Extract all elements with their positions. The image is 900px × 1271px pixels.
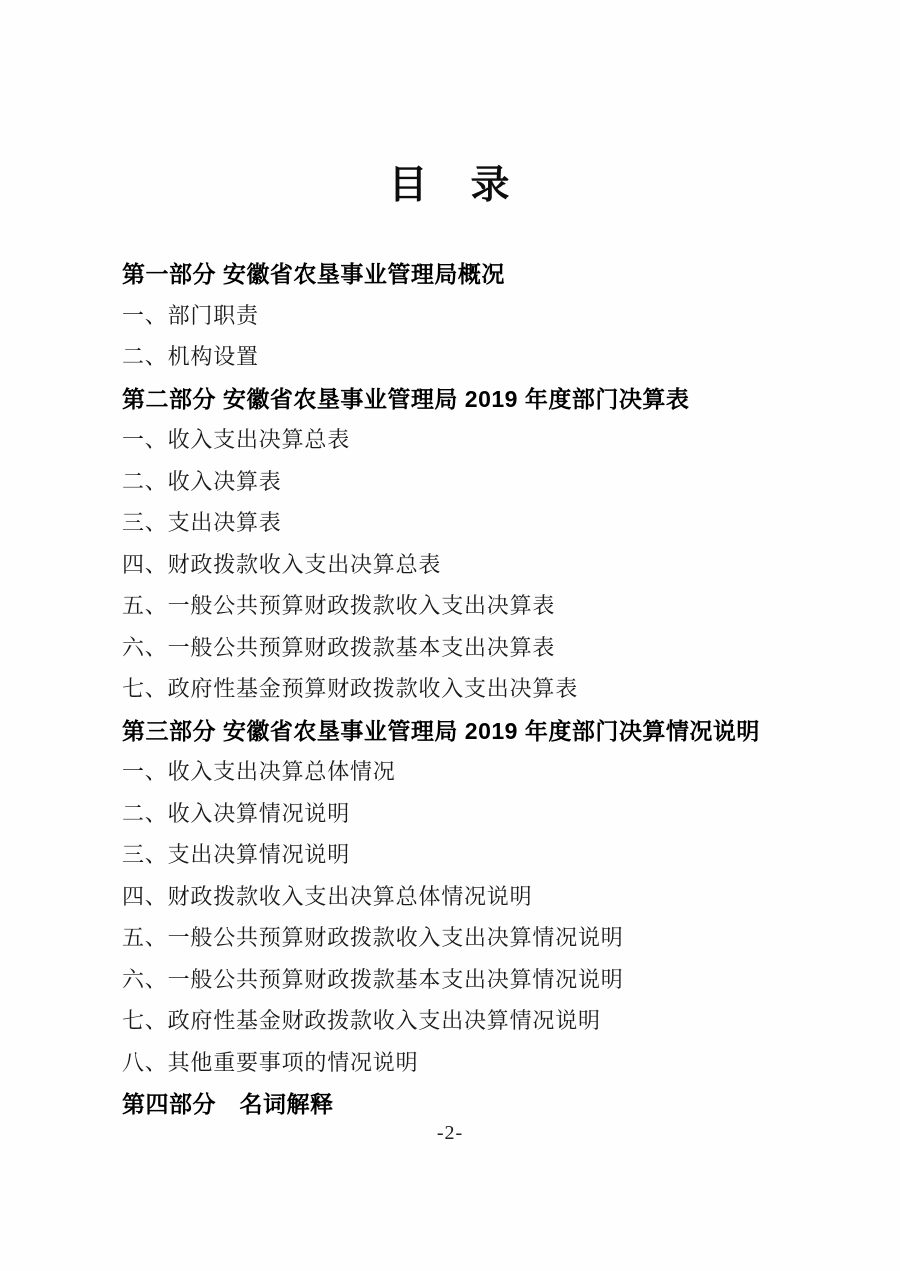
- toc-section-1-item-2: 二、机构设置: [122, 344, 259, 370]
- toc-section-2-item-2: 二、收入决算表: [122, 468, 282, 494]
- toc-section-2-item-6: 六、一般公共预算财政拨款基本支出决算表: [122, 634, 556, 660]
- toc-section-4-heading: 第四部分 名词解释: [122, 1091, 334, 1118]
- table-of-contents: [122, 252, 850, 1124]
- toc-section-2-item-4: 四、财政拨款收入支出决算总表: [122, 551, 442, 577]
- toc-section-2-item-5: 五、一般公共预算财政拨款收入支出决算表: [122, 593, 556, 619]
- page-title: 目 录: [388, 164, 512, 207]
- toc-section-2-item-7: 七、政府性基金预算财政拨款收入支出决算表: [122, 676, 579, 702]
- toc-section-3-item-1: 一、收入支出决算总体情况: [122, 759, 396, 785]
- toc-section-1-heading: 第一部分 安徽省农垦事业管理局概况: [122, 261, 505, 288]
- toc-section-2-heading: 第二部分 安徽省农垦事业管理局 2019 年度部门决算表: [122, 385, 690, 412]
- toc-section-3-item-3: 三、支出决算情况说明: [122, 842, 351, 868]
- page-number: -2-: [436, 1122, 464, 1144]
- toc-section-3-item-5: 五、一般公共预算财政拨款收入支出决算情况说明: [122, 925, 624, 951]
- toc-section-3-item-4: 四、财政拨款收入支出决算总体情况说明: [122, 883, 533, 909]
- toc-section-3-item-6: 六、一般公共预算财政拨款基本支出决算情况说明: [122, 966, 624, 992]
- toc-section-3-item-7: 七、政府性基金财政拨款收入支出决算情况说明: [122, 1008, 601, 1034]
- toc-section-2-item-3: 三、支出决算表: [122, 510, 282, 536]
- toc-section-1-item-1: 一、部门职责: [122, 302, 259, 328]
- toc-section-3-item-8: 八、其他重要事项的情况说明: [122, 1049, 419, 1075]
- toc-section-3-item-2: 二、收入决算情况说明: [122, 800, 351, 826]
- toc-section-3-heading: 第三部分 安徽省农垦事业管理局 2019 年度部门决算情况说明: [122, 717, 760, 744]
- toc-section-2-item-1: 一、收入支出决算总表: [122, 427, 351, 453]
